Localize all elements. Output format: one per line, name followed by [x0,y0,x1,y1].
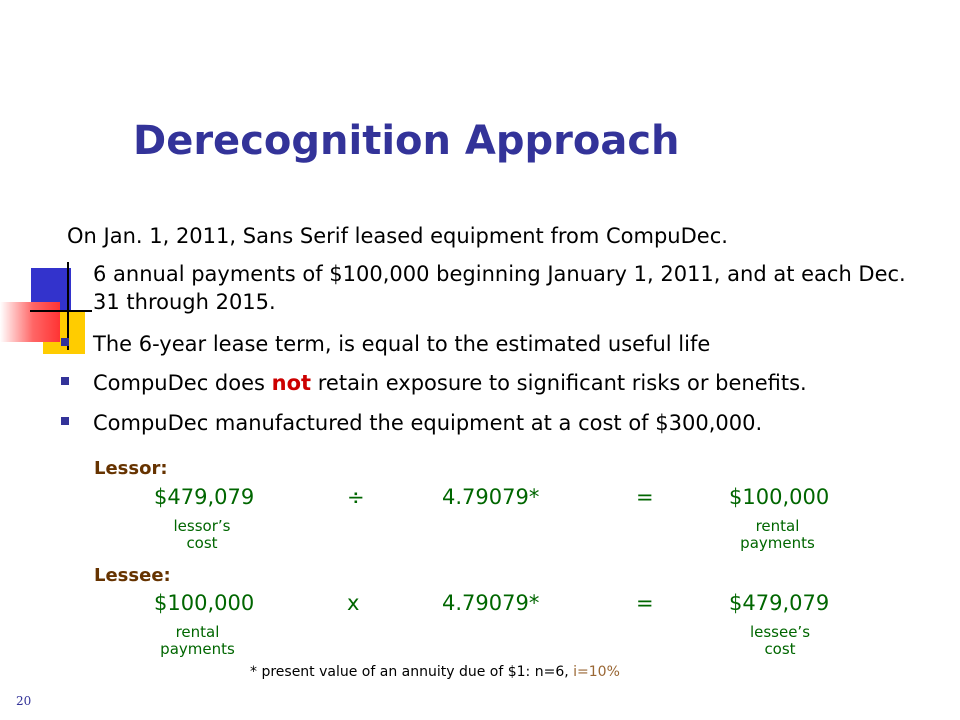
lessor-operator: ÷ [347,485,365,509]
caption-line: rental [755,517,800,535]
lessor-label: Lessor: [94,458,168,479]
footnote [250,664,620,680]
caption-line: rental [175,623,220,641]
lessee-factor: 4.79079* [442,591,540,615]
lessee-right-caption [730,624,830,658]
caption-line: lessee’s [749,623,811,641]
bullet-3-emphasis: not [271,371,312,395]
bullet-1 [93,260,913,316]
lessee-operator: x [347,591,360,615]
bullet-3-text-before: CompuDec does [93,371,272,395]
bullet-2-text: The 6-year lease term, is equal to the estimated useful life [93,332,711,356]
lessor-right-value: $100,000 [729,485,830,509]
logo-red-bar [0,302,60,342]
caption-line: payments [160,640,235,658]
lessor-left-caption [152,518,252,552]
footnote-rate: i=10% [573,664,620,680]
lessee-label: Lessee: [94,565,171,586]
caption-line: cost [186,534,218,552]
lessee-equals: = [636,591,654,615]
intro-text: On Jan. 1, 2011, Sans Serif leased equipment from CompuDec. [67,224,728,248]
lessor-equals: = [636,485,654,509]
logo-vertical-line [67,262,69,350]
caption-line: cost [764,640,796,658]
bullet-4 [93,409,762,437]
bullet-4-text: CompuDec manufactured the equipment at a cost of $300,000. [93,411,763,435]
slide-title: Derecognition Approach [133,118,680,164]
bullet-square-icon [61,377,69,385]
lessee-left-caption [145,624,250,658]
bullet-1-text: 6 annual payments of $100,000 beginning January 1, 2011, and at each Dec. 31 through 2015. [93,262,906,314]
bullet-square-icon [61,338,69,346]
lessee-left-value: $100,000 [154,591,255,615]
caption-line: payments [740,534,815,552]
lessor-left-value: $479,079 [154,485,255,509]
bullet-3 [93,369,807,397]
bullet-2 [93,330,710,358]
footnote-text: * present value of an annuity due of $1: n=6, [250,664,574,680]
bullet-square-icon [61,417,69,425]
lessor-factor: 4.79079* [442,485,540,509]
page-number: 20 [16,694,32,708]
lessor-right-caption [725,518,830,552]
lessee-right-value: $479,079 [729,591,830,615]
logo-horizontal-line [30,310,92,312]
bullet-3-text-after: retain exposure to significant risks or benefits. [311,371,807,395]
caption-line: lessor’s [173,517,231,535]
